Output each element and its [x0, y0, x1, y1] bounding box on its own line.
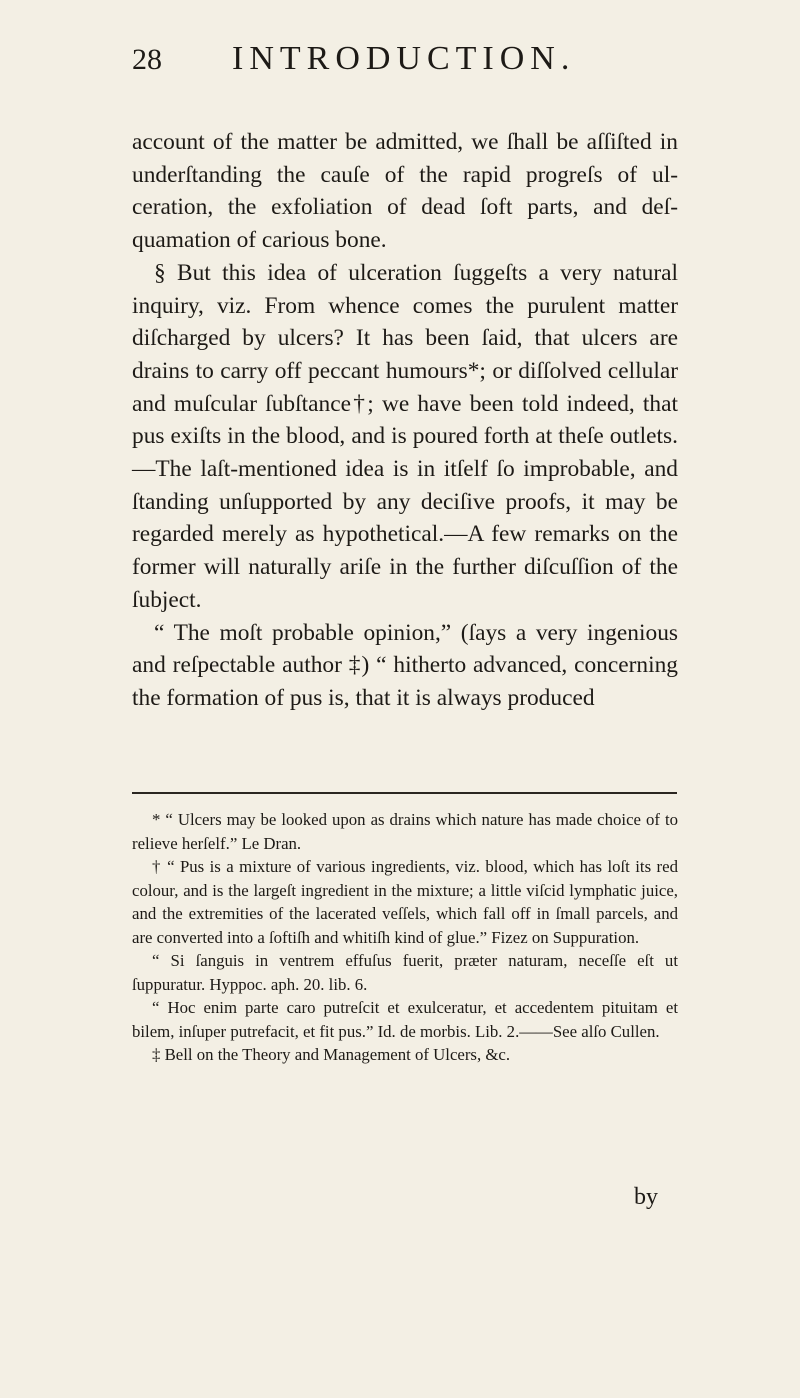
paragraph: § But this idea of ulceration ſuggeſts a very natural inquiry, viz. From whence comes the purulent matter diſcharged by ulcers? It has been ſaid, that ulcers are drains to carry off peccant humours*; or diſſolved cellular and muſcular ſubſtance†; we have been told indeed, that pus exiſts in the blood, and is poured forth at theſe outlets.—The laſt-mentioned idea is in itſelf ſo improbable, and ſtanding unſupported by any deciſive proofs, it may be regarded merely as hypothetical.—A few remarks on the former will naturally ariſe in the further diſcuſſion of the ſubject.	[132, 259, 678, 613]
catchword: by	[634, 1184, 658, 1210]
paragraph: “ The moſt probable opinion,” (ſays a very ingenious and reſpectable author ‡) “ hitherto advanced, concerning the formation of pus is, that it is always produced	[132, 619, 678, 711]
footnotes	[132, 808, 678, 1067]
page-header	[132, 40, 760, 92]
footnote: “ Si ſanguis in ventrem effuſus fuerit, præter naturam, neceſſe eſt ut ſuppuratur. Hyppoc. aph. 20. lib. 6.	[132, 951, 678, 994]
footnote-rule	[132, 792, 677, 794]
footnote: ‡ Bell on the Theory and Management of Ulcers, &c.	[152, 1045, 511, 1064]
footnote: † “ Pus is a mixture of various ingredients, viz. blood, which has loſt its red colour, and is the largeſt ingredient in the mixture; a little viſcid lymphatic juice, and the extremities of the lacerated veſſels, which fall off in ſmall parcels, and are converted into a ſoftiſh and whitiſh kind of glue.” Fizez on Suppuration.	[132, 857, 678, 947]
running-head: INTRODUCTION.	[232, 40, 576, 77]
page-number: 28	[132, 43, 162, 76]
paragraph: account of the matter be admitted, we ſhall be aſſiſted in underſtanding the cauſe of the rapid progreſs of ulceration, the exfoliation of dead ſoft parts, and deſquamation of carious bone.	[132, 129, 678, 254]
footnote: “ Hoc enim parte caro putreſcit et exulceratur, et accedentem pituitam et bilem, inſuper putrefacit, et fit pus.” Id. de morbis. Lib. 2.——See alſo Cullen.	[132, 998, 678, 1041]
footnote: * “ Ulcers may be looked upon as drains which nature has made choice of to relieve herſelf.” Le Dran.	[132, 810, 678, 853]
body-text	[132, 126, 678, 715]
